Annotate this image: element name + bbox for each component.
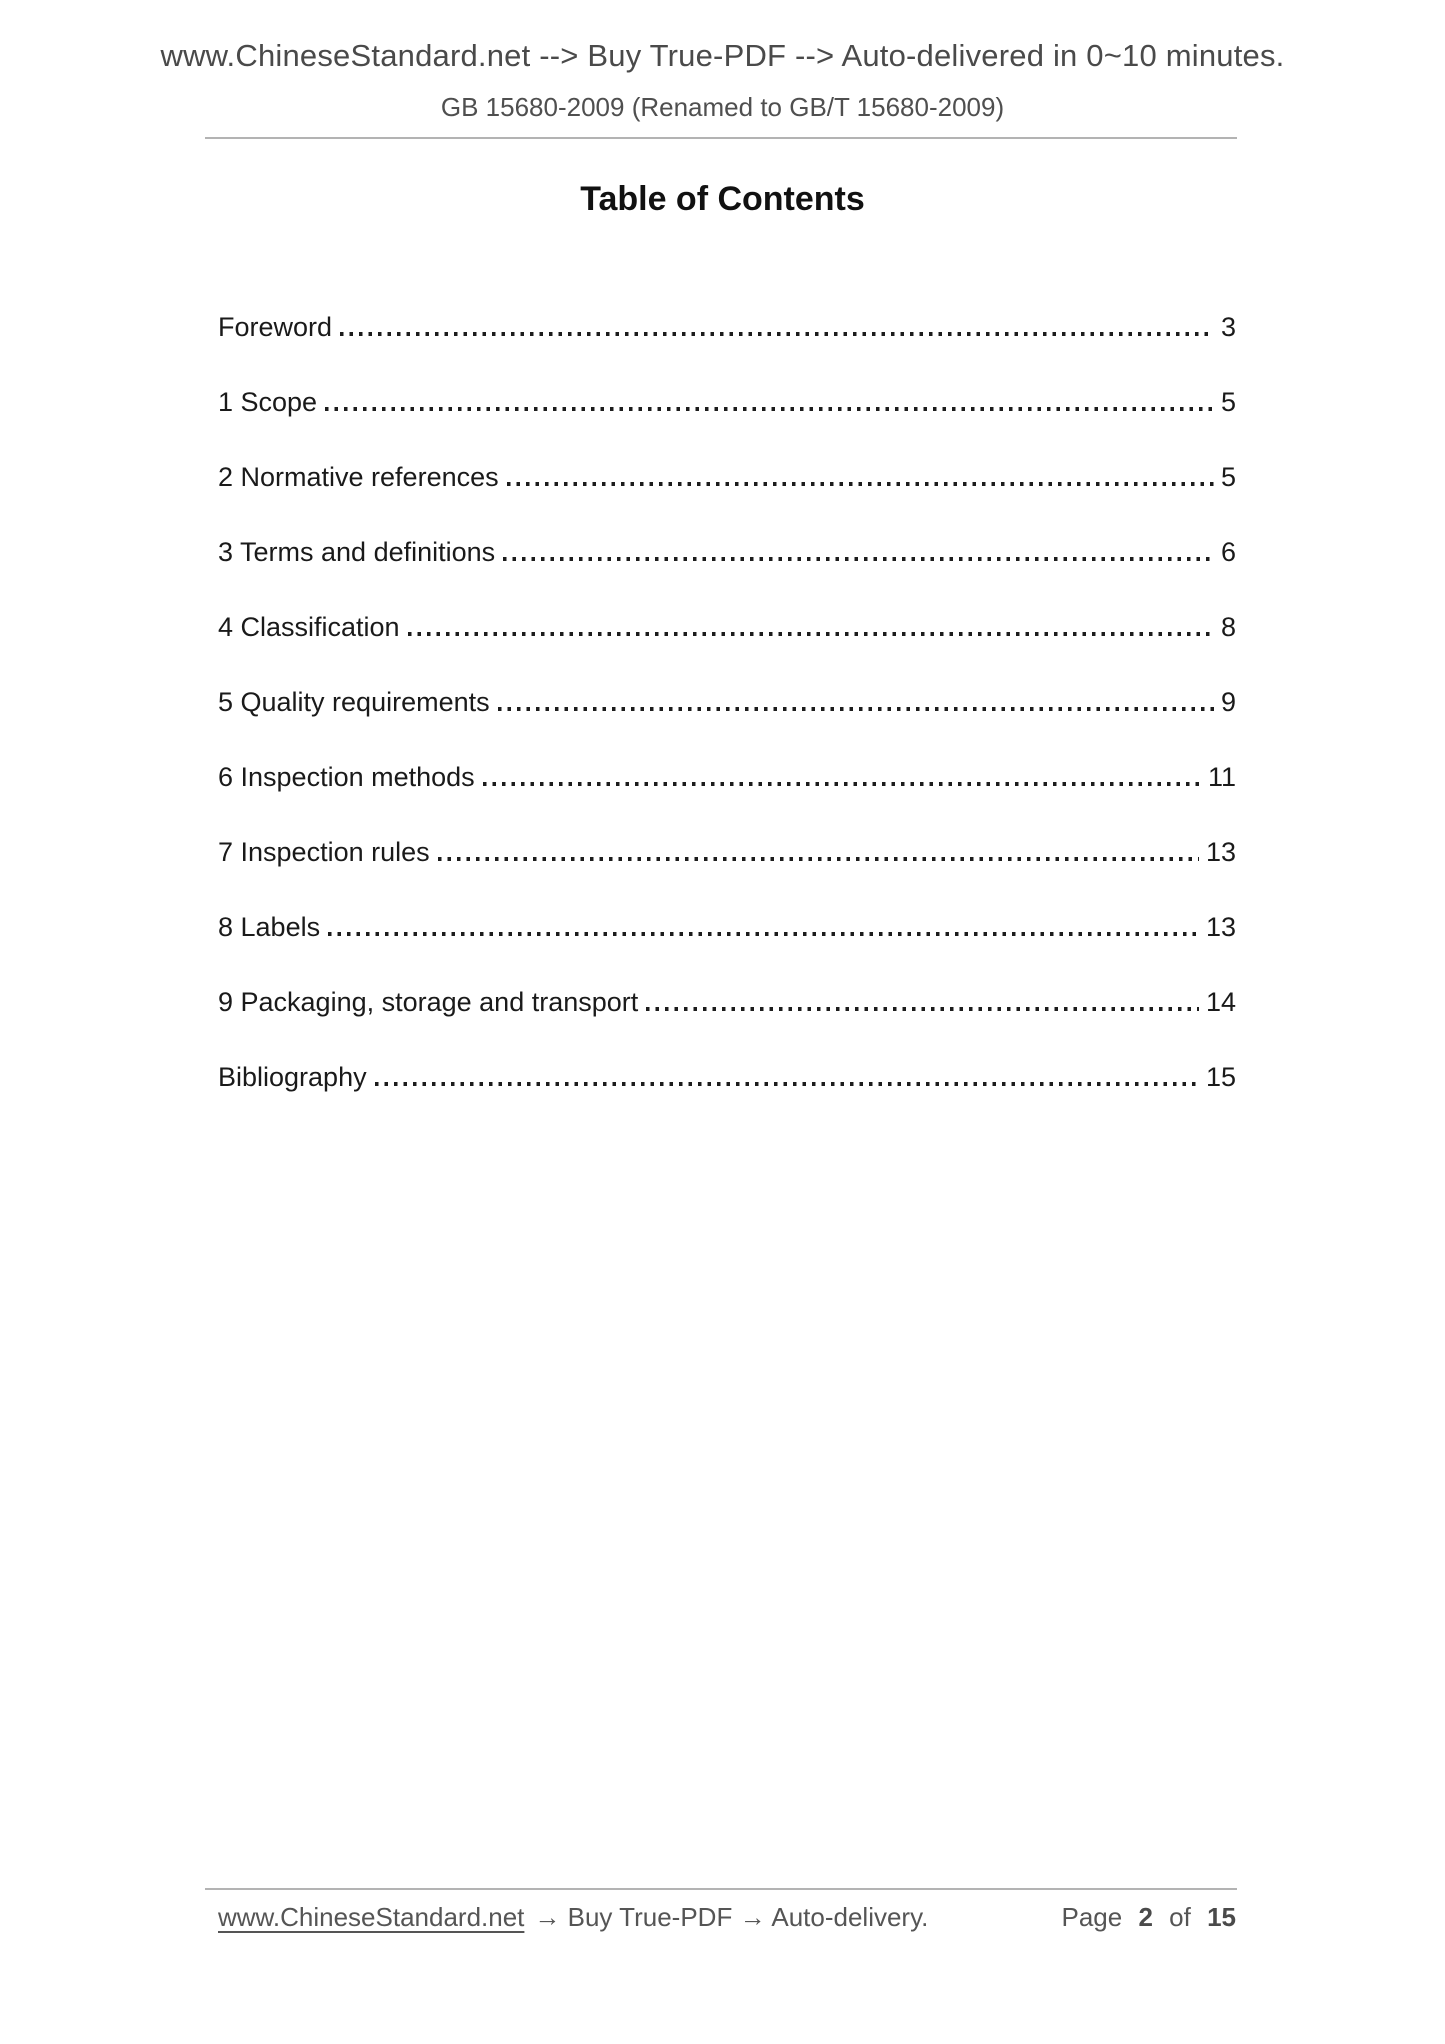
footer-promo-text: → Buy True-PDF → Auto-delivery. bbox=[534, 1902, 929, 1932]
footer-divider bbox=[205, 1888, 1237, 1890]
toc-entry bbox=[218, 300, 1236, 375]
toc-dot-leader bbox=[503, 557, 1214, 561]
toc-dot-leader bbox=[408, 632, 1214, 636]
toc-entry-label: 5 Quality requirements bbox=[218, 687, 490, 717]
toc-entry-label: 7 Inspection rules bbox=[218, 837, 430, 867]
toc-entry-page-number: 6 bbox=[1220, 537, 1236, 567]
page-footer bbox=[218, 1902, 1236, 1933]
toc-dot-leader bbox=[483, 782, 1201, 786]
toc-dot-leader bbox=[325, 407, 1214, 411]
toc-entry-label: 8 Labels bbox=[218, 912, 321, 942]
toc-entry bbox=[218, 1050, 1236, 1125]
page-indicator bbox=[1061, 1902, 1236, 1933]
toc-entry bbox=[218, 525, 1236, 600]
toc-dot-leader bbox=[507, 482, 1214, 486]
toc-dot-leader bbox=[646, 1007, 1199, 1011]
toc-entry-label: 2 Normative references bbox=[218, 462, 499, 492]
footer-site-link[interactable]: www.ChineseStandard.net bbox=[218, 1902, 525, 1932]
table-of-contents bbox=[218, 300, 1236, 1125]
toc-entry bbox=[218, 900, 1236, 975]
toc-entry-label: Bibliography bbox=[218, 1062, 367, 1092]
toc-dot-leader bbox=[498, 707, 1214, 711]
toc-entry-label: 3 Terms and definitions bbox=[218, 537, 496, 567]
of-word: of bbox=[1169, 1902, 1191, 1932]
toc-entry-page-number: 8 bbox=[1220, 612, 1236, 642]
header-promo-line: www.ChineseStandard.net --> Buy True-PDF --> Auto-delivered in 0~10 minutes. bbox=[160, 38, 1285, 73]
page-title: Table of Contents bbox=[580, 180, 865, 218]
header-divider bbox=[205, 137, 1237, 139]
toc-entry-label: Foreword bbox=[218, 312, 333, 342]
toc-entry bbox=[218, 975, 1236, 1050]
footer-promo bbox=[218, 1902, 928, 1933]
toc-dot-leader bbox=[438, 857, 1199, 861]
toc-entry-page-number: 11 bbox=[1207, 762, 1236, 792]
toc-entry-page-number: 5 bbox=[1220, 387, 1236, 417]
toc-entry-page-number: 3 bbox=[1220, 312, 1236, 342]
page-total-number: 15 bbox=[1207, 1902, 1236, 1932]
toc-entry bbox=[218, 375, 1236, 450]
toc-entry bbox=[218, 675, 1236, 750]
toc-entry-label: 4 Classification bbox=[218, 612, 400, 642]
page-current-number: 2 bbox=[1138, 1902, 1153, 1932]
toc-entry-label: 6 Inspection methods bbox=[218, 762, 475, 792]
toc-dot-leader bbox=[340, 332, 1214, 336]
header-standard-id: GB 15680-2009 (Renamed to GB/T 15680-2009) bbox=[440, 92, 1005, 122]
toc-entry bbox=[218, 600, 1236, 675]
page-word: Page bbox=[1061, 1902, 1123, 1932]
page-header bbox=[0, 38, 1445, 123]
toc-dot-leader bbox=[375, 1082, 1199, 1086]
toc-entry-page-number: 5 bbox=[1220, 462, 1236, 492]
toc-entry bbox=[218, 750, 1236, 825]
toc-entry-page-number: 13 bbox=[1205, 912, 1236, 942]
toc-entry-page-number: 14 bbox=[1205, 987, 1236, 1017]
toc-entry bbox=[218, 825, 1236, 900]
toc-entry-label: 1 Scope bbox=[218, 387, 318, 417]
toc-entry-page-number: 15 bbox=[1205, 1062, 1236, 1092]
toc-entry-page-number: 13 bbox=[1205, 837, 1236, 867]
toc-dot-leader bbox=[328, 932, 1199, 936]
toc-entry-page-number: 9 bbox=[1220, 687, 1236, 717]
toc-entry bbox=[218, 450, 1236, 525]
toc-entry-label: 9 Packaging, storage and transport bbox=[218, 987, 639, 1017]
